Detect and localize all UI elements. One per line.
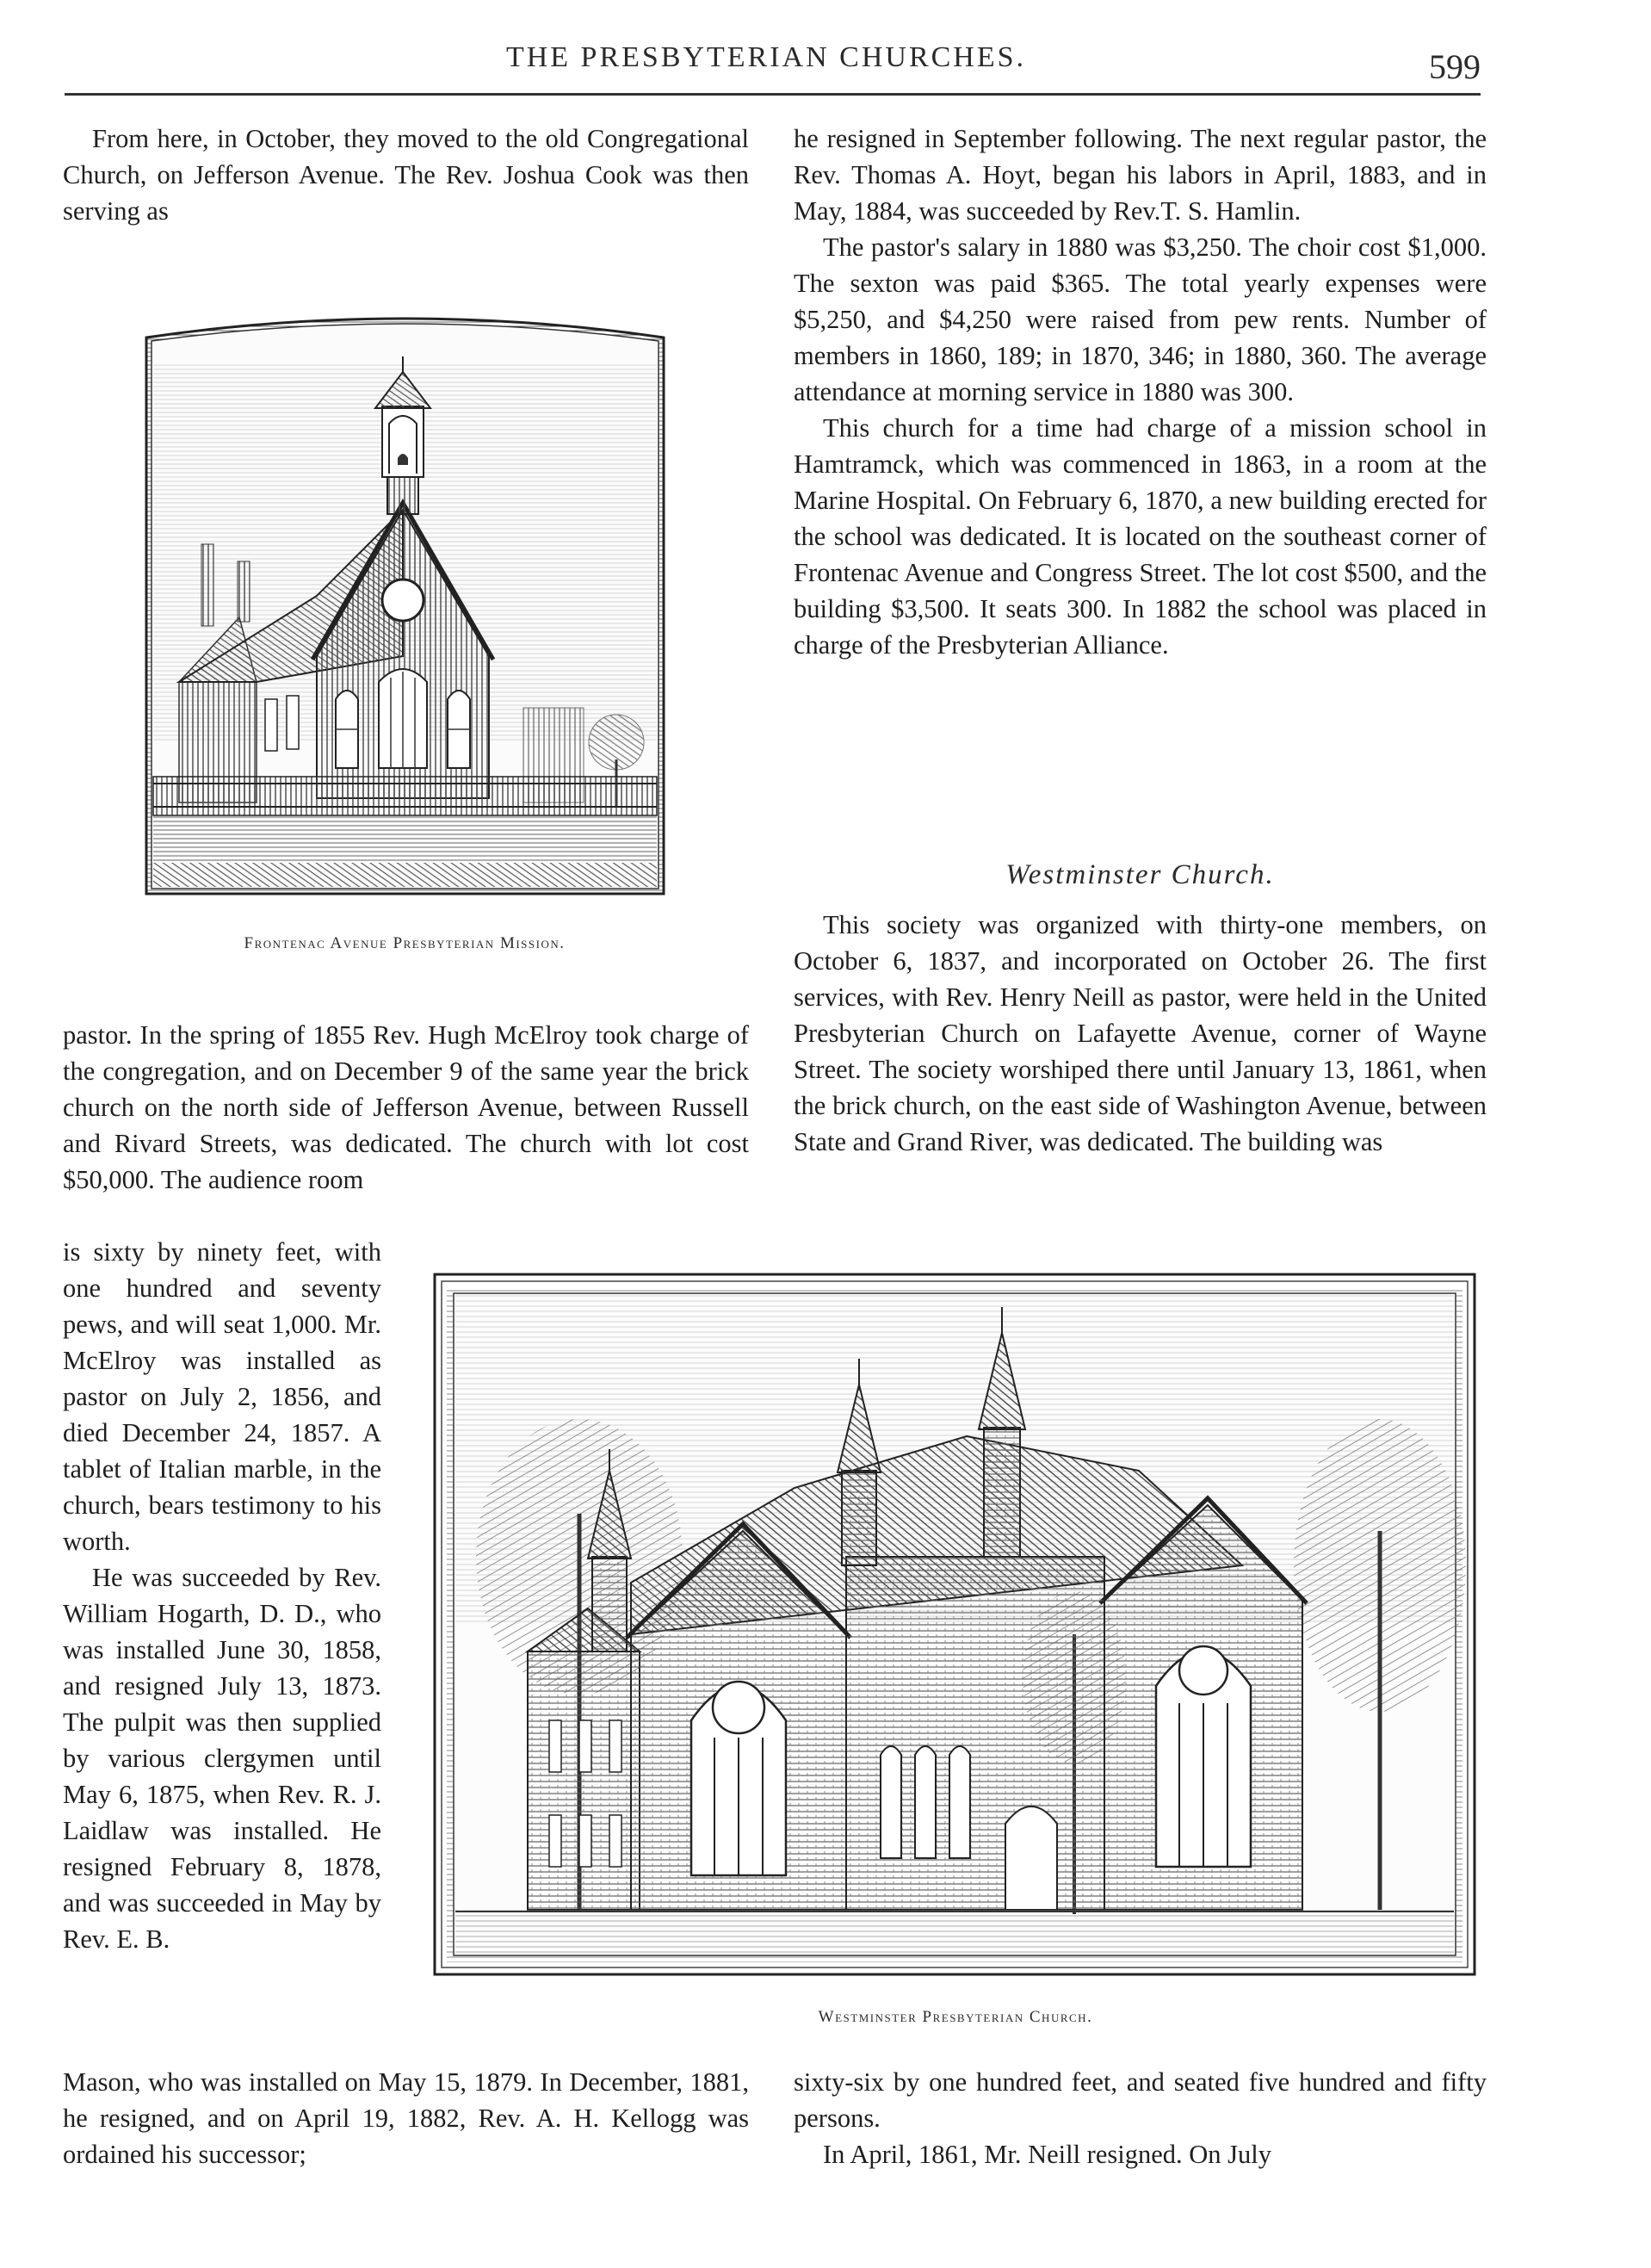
- paragraph: pastor. In the spring of 1855 Rev. Hugh McElroy took charge of the congregation, and on December 9 of the same year the brick church on the north side of Jefferson Avenue, between Russell and Rivard Streets, was dedicated. The church with lot cost $50,000. The audience room: [63, 1020, 749, 1194]
- right-column-bottom: [794, 2064, 1487, 2172]
- paragraph: This society was organized with thirty-one members, on October 6, 1837, and incorporated on October 26. The first services, with Rev. Henry Neill as pastor, were held in the United Presbyterian Church on Lafayette Avenue, corner of Wayne Street. The society worshiped there until January 13, 1861, when the brick church, on the east side of Washington Avenue, between State and Grand River, was dedicated. The building was: [794, 910, 1487, 1156]
- mission-caption: Frontenac Avenue Presbyterian Mission.: [244, 934, 566, 952]
- paragraph: He was succeeded by Rev. William Hogarth, D. D., who was installed June 30, 1858, and resigned July 13, 1873. The pulpit was then supplied by various clergymen until May 6, 1875, when Rev. R. J. Laidlaw was installed. He resigned February 8, 1878, and was succeeded in May by Rev. E. B.: [63, 1563, 381, 1954]
- right-column-top: [794, 121, 1487, 663]
- running-title: THE PRESBYTERIAN CHURCHES.: [505, 41, 1027, 73]
- paragraph: From here, in October, they moved to the old Congregational Church, on Jefferson Avenue. The Rev. Joshua Cook was then serving as: [63, 124, 749, 226]
- paragraph: The pastor's salary in 1880 was $3,250. The choir cost $1,000. The sexton was paid $365. The total yearly expenses were $5,250, and $4,250 were raised from pew rents. Number of members in 1860, 189; in 1870, 346; in 1880, 360. The average attendance at morning service in 1880 was 300.: [794, 232, 1487, 406]
- left-column-narrow: [63, 1234, 381, 1957]
- westminster-illustration: [433, 1273, 1476, 1976]
- westminster-engraving: [433, 1273, 1476, 1976]
- paragraph: This church for a time had charge of a mission school in Hamtramck, which was commenced in 1863, in a room at the Marine Hospital. On February 6, 1870, a new building erected for the school was dedicated. It is located on the southeast corner of Frontenac Avenue and Congress Street. The lot cost $500, and the building $3,500. It seats 300. In 1882 the school was placed in charge of the Presbyterian Alliance.: [794, 413, 1487, 660]
- paragraph: he resigned in September following. The next regular pastor, the Rev. Thomas A. Hoyt, began his labors in April, 1883, and in May, 1884, was succeeded by Rev.T. S. Hamlin.: [794, 124, 1487, 226]
- paragraph: is sixty by ninety feet, with one hundred and seventy pews, and will seat 1,000. Mr. McElroy was installed as pastor on July 2, 1856, and died December 24, 1857. A tablet of Italian marble, in the church, bears testimony to his worth.: [63, 1237, 381, 1556]
- right-column-middle: [794, 907, 1487, 1160]
- header-rule: [65, 93, 1481, 96]
- paragraph: sixty-six by one hundred feet, and seated five hundred and fifty persons.: [794, 2067, 1487, 2133]
- section-heading: Westminster Church.: [1005, 859, 1275, 890]
- paragraph: Mason, who was installed on May 15, 1879. In December, 1881, he resigned, and on April 19, 1882, Rev. A. H. Kellogg was ordained his successor;: [63, 2067, 749, 2169]
- westminster-caption: Westminster Presbyterian Church.: [818, 2008, 1093, 2026]
- left-column-top: [63, 121, 749, 229]
- paragraph: In April, 1861, Mr. Neill resigned. On July: [823, 2140, 1272, 2169]
- page-number: 599: [1429, 47, 1481, 86]
- mission-engraving: [145, 312, 665, 895]
- left-column-bottom: [63, 2064, 749, 2172]
- left-column-middle: [63, 1017, 749, 1198]
- mission-illustration: [145, 312, 665, 895]
